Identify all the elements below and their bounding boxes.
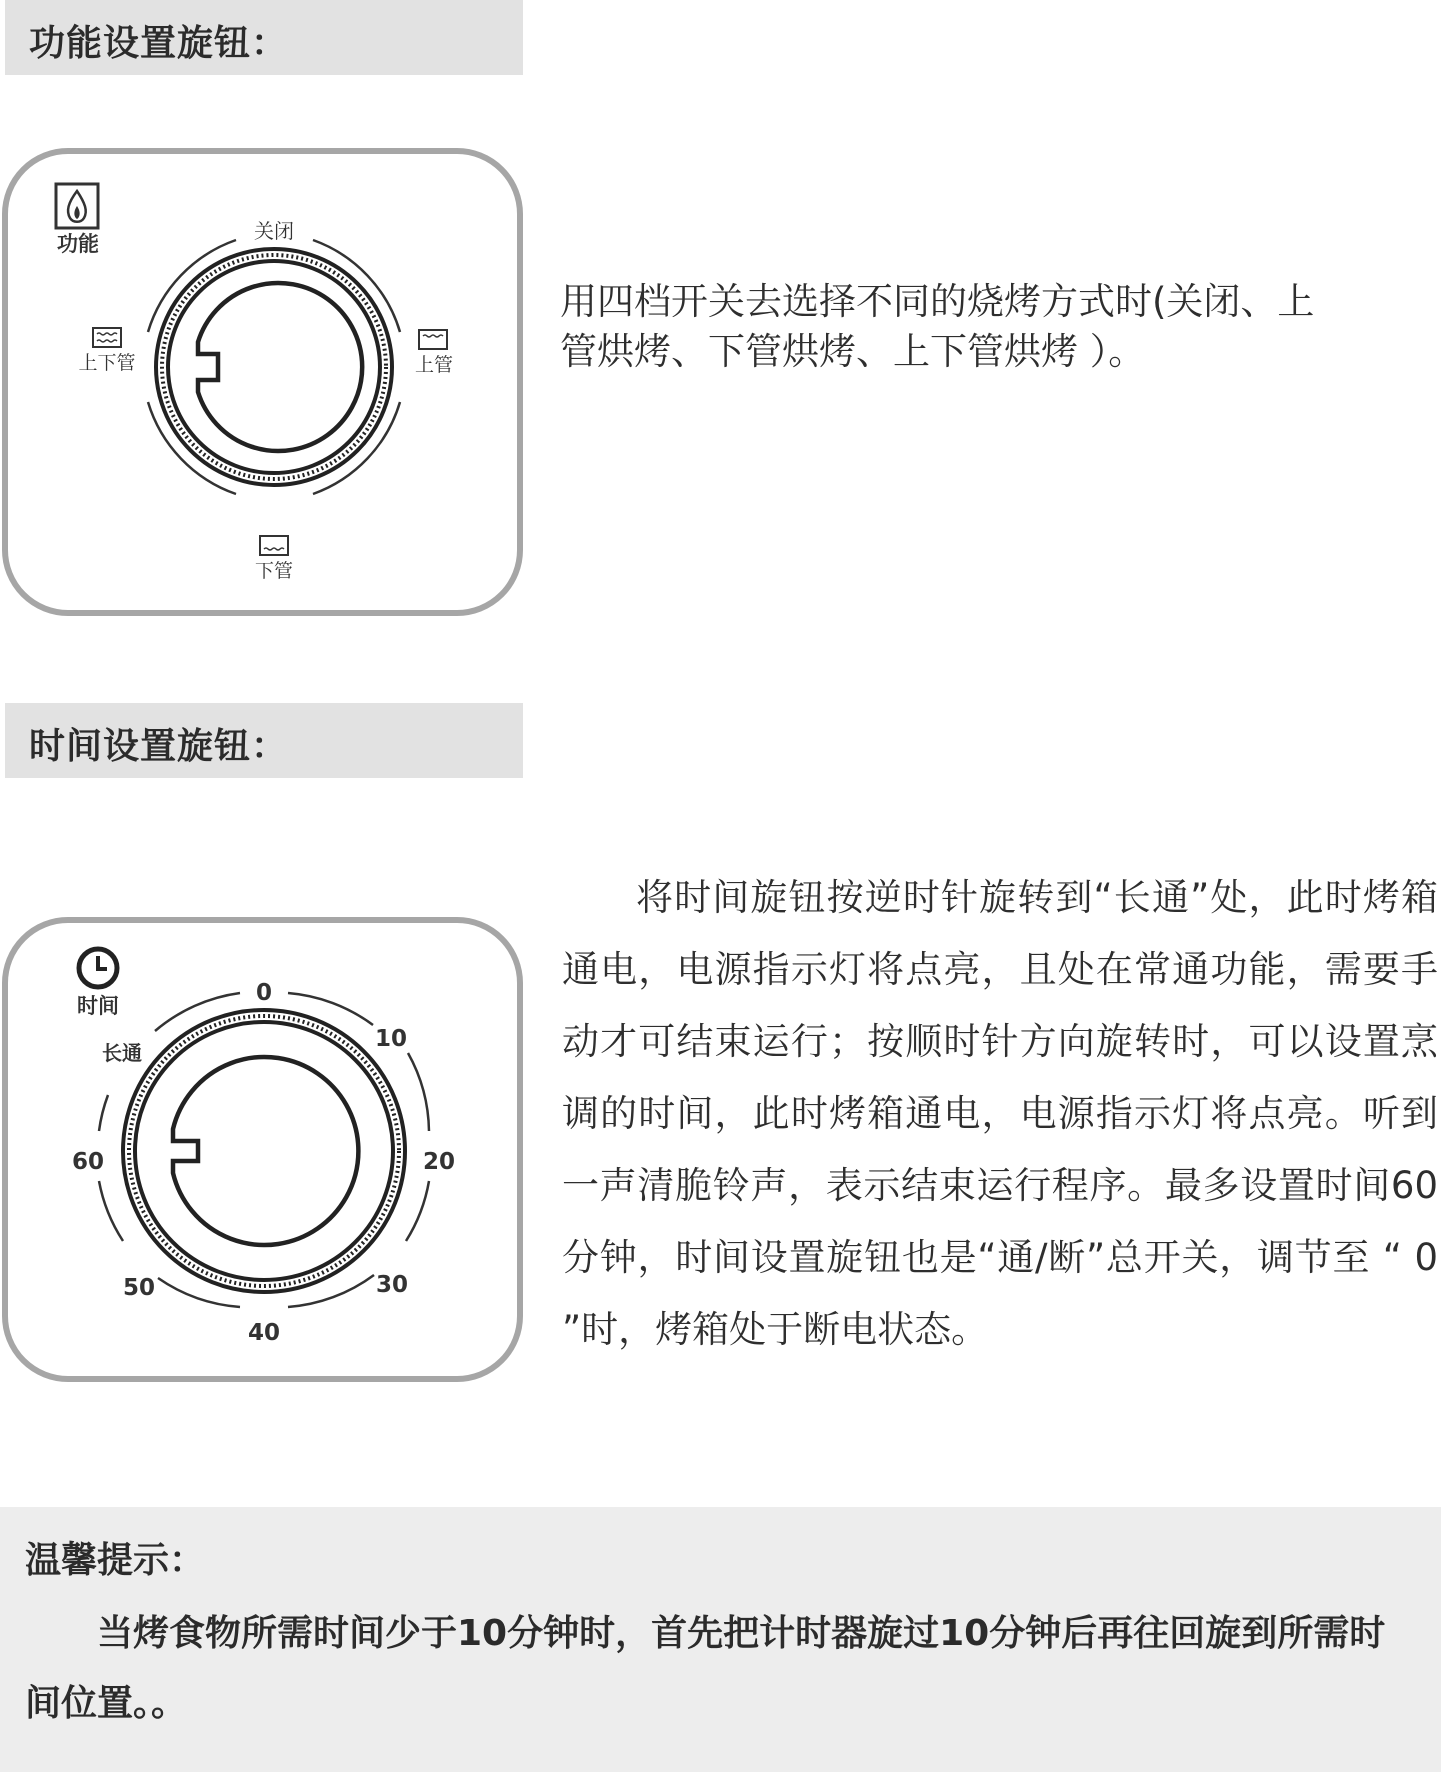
dial-label-bottom: 下管 [254, 560, 294, 582]
time-knob-grip [173, 1057, 358, 1245]
time-icon-label: 时间 [77, 994, 119, 1018]
dial-label-0: 0 [255, 980, 273, 1006]
flame-icon [56, 184, 98, 228]
dial-label-10: 10 [374, 1026, 408, 1052]
function-icon-label: 功能 [57, 232, 99, 256]
dial-label-20: 20 [422, 1149, 456, 1175]
dial-label-off: 关闭 [254, 219, 294, 243]
time-section-title: 时间设置旋钮： [29, 726, 289, 767]
tips-title: 温馨提示： [25, 1540, 206, 1581]
time-knob[interactable] [123, 1010, 408, 1292]
time-description: 将时间旋钮按逆时针旋转到“长通”处，此时烤箱通电，电源指示灯将点亮，且处在常通功能，需要手动才可结束运行；按顺时针方向旋转时，可以设置烹调的时间，此时烤箱通电，电源指示灯将点亮。听到一声清脆铃声，表示结束运行程序。最多设置时间60分钟，时间设置旋钮也是“通/断”总开关，调节至 “ 0 ”时，烤箱处于断电状态。 [562, 876, 1438, 1351]
function-knob-grip [198, 283, 362, 451]
dial-label-50: 50 [122, 1275, 156, 1301]
dial-label-top: 上管 [414, 354, 454, 376]
dial-label-always-on: 长通 [102, 1041, 142, 1065]
dial-label-30: 30 [375, 1272, 409, 1298]
clock-icon [79, 949, 117, 987]
function-description: 用四档开关去选择不同的烧烤方式时(关闭、上 管烘烤、下管烘烤、上下管烘烤 ）。 [560, 280, 1315, 373]
function-knob[interactable] [156, 249, 392, 485]
time-section-header [5, 703, 523, 778]
function-knob-diagram [8, 154, 517, 610]
bottom-heater-icon [260, 536, 288, 555]
dial-label-40: 40 [247, 1320, 281, 1346]
top-heater-icon [419, 330, 447, 349]
function-knob-panel [2, 148, 523, 616]
dial-label-top-bottom: 上下管 [78, 352, 136, 374]
function-section-title: 功能设置旋钮： [29, 23, 289, 64]
dial-label-60: 60 [71, 1149, 105, 1175]
time-knob-diagram [8, 923, 517, 1376]
tips-body: 当烤食物所需时间少于10分钟时，首先把计时器旋过10分钟后再往回旋到所需时间位置。。 [25, 1613, 1386, 1724]
tips-box [0, 1507, 1441, 1772]
time-knob-panel [2, 917, 523, 1382]
function-section-header [5, 0, 523, 75]
top-bottom-heater-icon [93, 328, 121, 347]
